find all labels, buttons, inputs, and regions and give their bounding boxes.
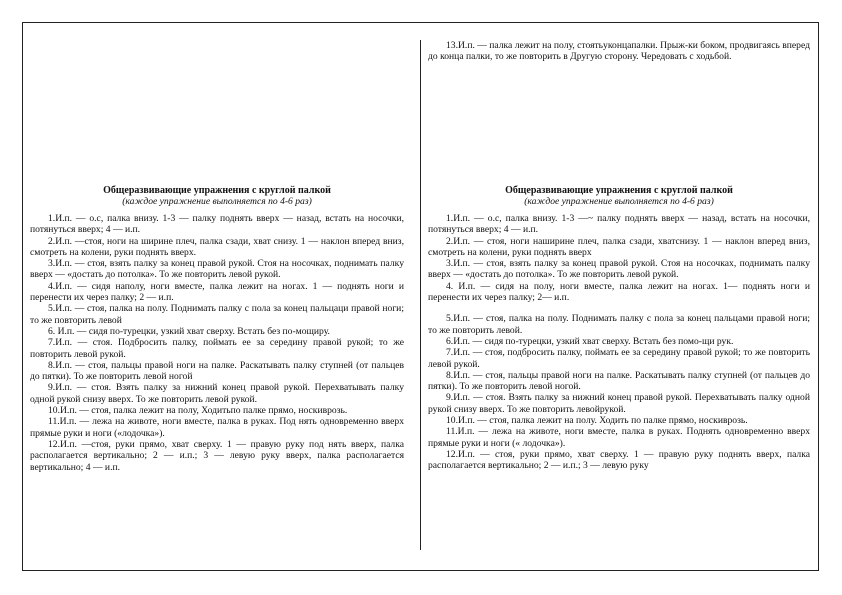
exercise-9: 9.И.п. — стоя. Взять палку за нижний конец правой рукой. Перехватывать палку одной рукой снизу вверх. То же повторить левой рукой. <box>30 382 404 405</box>
exercise-9: 9.И.п. — стоя. Взять палку за нижний конец правой рукой. Перехватывать палку одной рукой снизу вверх. То же повторить левойрукой. <box>428 392 810 415</box>
exercise-6: 6. И.п. — сидя по-турецки, узкий хват сверху. Встать без по-мощиру. <box>48 325 330 337</box>
paragraph-gap <box>428 303 810 313</box>
exercise-8: 8.И.п. — стоя, пальцы правой ноги на палке. Раскатывать палку ступней (от пальцев до пятки). То же повторить левой ногой <box>30 359 404 383</box>
section-subtitle: (каждое упражнение выполняется по 4-6 раз) <box>524 196 714 207</box>
section-title: Общеразвивающие упражнения с круглой палкой <box>103 185 331 196</box>
exercise-5: 5.И.п. — стоя, палка на полу. Поднимать палку с пола за конец пальцаци правой ноги; то же повторить левой <box>30 303 404 326</box>
exercise-4: 4.И.п. — сидя наполу, ноги вместе, палка лежит на ногах. 1 — поднять ноги и перенести их через палку; 2 — и.п. <box>30 280 404 304</box>
exercise-10: 10.И.п. — стоя, палка лежит на полу. Ходить по палке прямо, носкиврозь. <box>446 415 748 427</box>
exercise-3: 3.И.п. — стоя, взять палку за конец правой рукой. Стоя на носочках, поднимать палку вверх — «достать до потолка». То же повторить левой рукой. <box>428 258 810 281</box>
exercise-7: 7.И.п. — стоя. Подбросить палку, поймать ее за середину правой рукой; то же повторить левой рукой. <box>30 337 404 360</box>
exercise-11: 11.И.п. — лежа на животе, ноги вместе, палка в руках. Под нять одновременно вверх прямые руки и ноги («лодочка»). <box>30 416 404 439</box>
exercise-5: 5.И.п. — стоя, палка на полу. Поднимать палку с пола за конец пальцами правой ноги; то же повторить левой. <box>428 313 810 336</box>
exercise-13: 13.И.п. — палка лежит на полу, стоятьуконцапалки. Прыж-ки боком, продвигаясь вперед до конца палки, то же повторить в Другую сторону. Чередовать с ходьбой. <box>428 40 810 63</box>
exercise-7: 7.И.п. — стоя, подбросить палку, поймать ее за середину правой рукой; то же повторить левой рукой. <box>428 347 810 370</box>
section-subtitle: (каждое упражнение выполняется по 4-6 раз) <box>122 196 312 207</box>
right-column-top <box>428 40 810 63</box>
exercise-11: 11.И.п. — лежа на животе, ноги вместе, палка в руках. Поднять одновременно вверх прямые руки и ноги (« лодочка»). <box>428 426 810 449</box>
exercise-2: 2.И.п. —стоя, ноги на ширине плеч, палка сзади, хват снизу. 1 — наклон вперед вниз, смотреть на колени, руки поднять вверх. <box>30 235 404 258</box>
section-title: Общеразвивающие упражнения с круглой палкой <box>505 185 733 196</box>
exercise-1: 1.И.п. — о.с, палка внизу. 1-3 — палку поднять вверх — назад, встать на носочки, потянуться вверх; 4 — и.п. <box>30 213 404 236</box>
exercise-6: 6.И.п. — сидя по-турецки, узкий хват сверху. Встать без помо-щи рук. <box>446 335 734 347</box>
exercise-4: 4. И.п. — сидя на полу, ноги вместе, палка лежит на ногах. 1— поднять ноги и перенести их через палку; 2— и.п. <box>428 280 810 304</box>
exercise-2: 2.И.п. — стоя, ноги наширине плеч, палка сзади, хватснизу. 1 — наклон вперед вниз, смотреть на колени, руки поднять вверх <box>428 235 810 258</box>
exercise-10: 10.И.п. — стоя, палка лежит на полу, Ходитьпо палке прямо, носкиврозь. <box>48 405 348 417</box>
column-divider <box>420 40 421 550</box>
exercise-8: 8.И.п. — стоя, пальцы правой ноги на палке. Раскатывать палку ступней (от пальцев до пятки). То же повторить левой ногой. <box>428 369 810 393</box>
exercise-12: 12.И.п. — стоя, руки прямо, хват сверху. 1 — правую руку поднять вверх, палка располагается вертикально; 2 — и.п.; 3 — левую руку <box>428 448 810 472</box>
exercise-3: 3.И.п. — стоя, взять палку за конец правой рукой. Стоя на носочках, поднимать палку вверх — «достать до потолка». То же повторить левой рукой. <box>30 258 404 281</box>
exercise-12: 12.И.п. —стоя, руки прямо, хват сверху. 1 — правую руку под нять вверх, палка располагается вертикально; 2 — и.п.; 3 — левую руку вверх, палка располагается вертикально; 4 — и.п. <box>30 438 404 473</box>
exercise-1: 1.И.п. — о.с, палка внизу. 1-3 —~ палку поднять вверх — назад, встать на носочки, потянуться вверх; 4 — и.п. <box>428 213 810 236</box>
left-column <box>30 185 404 473</box>
right-column <box>428 185 810 472</box>
